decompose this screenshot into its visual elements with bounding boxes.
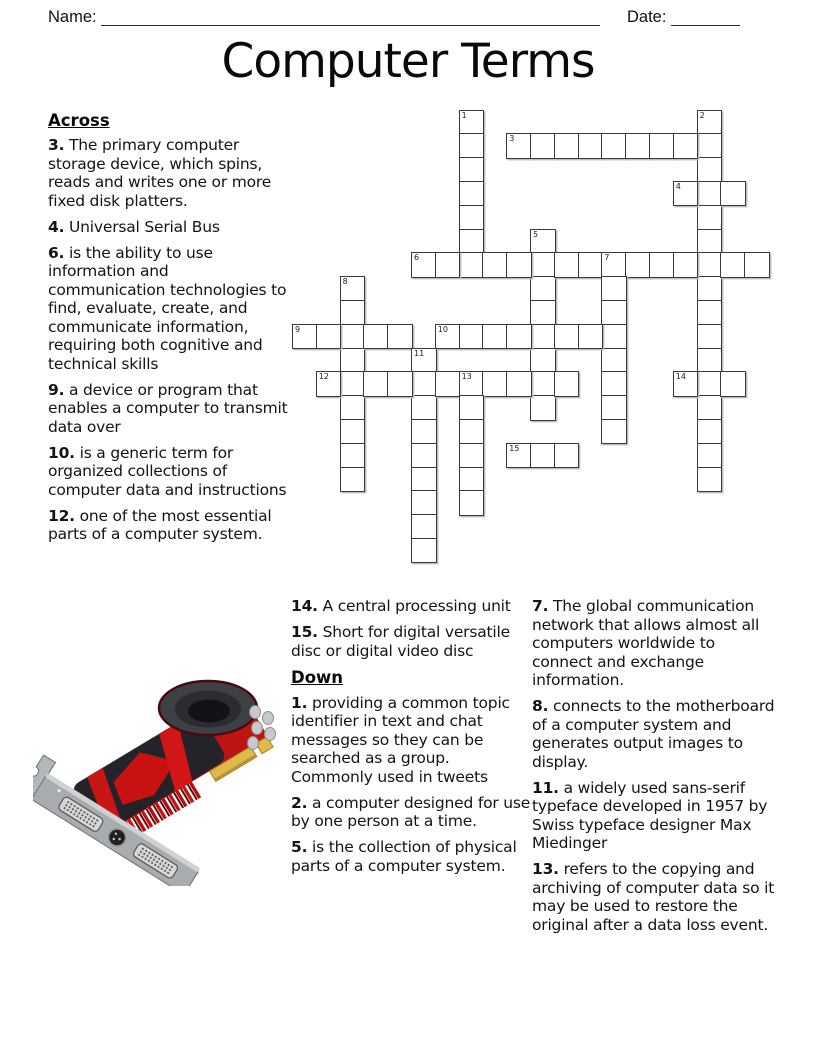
grid-cell-17-5[interactable] bbox=[697, 229, 723, 255]
page-title: Computer Terms bbox=[221, 34, 595, 89]
grid-cell-12-9[interactable] bbox=[578, 324, 604, 350]
grid-cell-10-9[interactable] bbox=[530, 324, 556, 350]
grid-cell-18-11[interactable] bbox=[720, 371, 746, 397]
grid-cell-7-9[interactable] bbox=[459, 324, 485, 350]
cell-number: 10 bbox=[437, 324, 448, 334]
clue-number: 15. bbox=[291, 623, 318, 641]
clue-down-8: 8. connects to the motherboard of a computer system and generates output images to display. bbox=[532, 697, 775, 771]
grid-cell-11-1[interactable] bbox=[554, 133, 580, 159]
grid-cell-17-6[interactable] bbox=[697, 252, 723, 278]
cell-number: 6 bbox=[414, 253, 420, 263]
down-clues-list bbox=[291, 694, 533, 876]
date-label: Date: bbox=[627, 8, 667, 26]
grid-cell-14-6[interactable] bbox=[625, 252, 651, 278]
clue-across-3: 3. The primary computer storage device, which spins, reads and writes one or more fixed disk platters. bbox=[48, 136, 272, 210]
grid-cell-16-11[interactable] bbox=[673, 371, 699, 397]
grid-cell-2-10[interactable] bbox=[340, 348, 366, 374]
grid-cell-3-9[interactable] bbox=[363, 324, 389, 350]
grid-cell-10-5[interactable] bbox=[530, 229, 556, 255]
grid-cell-6-6[interactable] bbox=[435, 252, 461, 278]
grid-cell-17-0[interactable] bbox=[697, 110, 723, 136]
grid-cell-12-1[interactable] bbox=[578, 133, 604, 159]
grid-cell-13-7[interactable] bbox=[601, 276, 627, 302]
grid-cell-11-6[interactable] bbox=[554, 252, 580, 278]
cell-number: 14 bbox=[675, 372, 686, 382]
grid-cell-5-13[interactable] bbox=[411, 419, 437, 445]
cell-number: 11 bbox=[414, 348, 425, 358]
grid-cell-10-11[interactable] bbox=[530, 371, 556, 397]
cell-number: 4 bbox=[675, 181, 681, 191]
grid-cell-13-12[interactable] bbox=[601, 395, 627, 421]
grid-cell-5-11[interactable] bbox=[411, 371, 437, 397]
grid-cell-4-9[interactable] bbox=[387, 324, 413, 350]
grid-cell-13-1[interactable] bbox=[601, 133, 627, 159]
across-heading: Across bbox=[48, 111, 110, 130]
grid-cell-7-12[interactable] bbox=[459, 395, 485, 421]
cell-number: 3 bbox=[509, 134, 515, 144]
grid-cell-6-9[interactable] bbox=[435, 324, 461, 350]
across-clues-list bbox=[48, 136, 288, 544]
cell-number: 2 bbox=[699, 110, 705, 120]
grid-cell-11-9[interactable] bbox=[554, 324, 580, 350]
grid-cell-6-11[interactable] bbox=[435, 371, 461, 397]
grid-cell-10-10[interactable] bbox=[530, 348, 556, 374]
clue-across-15: 15. Short for digital versatile disc or digital video disc bbox=[291, 623, 510, 660]
grid-cell-17-7[interactable] bbox=[697, 276, 723, 302]
grid-cell-11-14[interactable] bbox=[554, 443, 580, 469]
date-blank-line[interactable] bbox=[671, 8, 740, 26]
clue-down-2: 2. a computer designed for use by one person at a time. bbox=[291, 793, 531, 830]
cell-number: 9 bbox=[295, 324, 301, 334]
grid-cell-18-3[interactable] bbox=[720, 181, 746, 207]
grid-cell-17-4[interactable] bbox=[697, 205, 723, 231]
grid-cell-5-10[interactable] bbox=[411, 348, 437, 374]
cell-number: 13 bbox=[461, 372, 472, 382]
grid-cell-1-11[interactable] bbox=[316, 371, 342, 397]
clue-number: 12. bbox=[48, 506, 75, 525]
grid-cell-11-11[interactable] bbox=[554, 371, 580, 397]
grid-cell-17-14[interactable] bbox=[697, 443, 723, 469]
grid-cell-15-1[interactable] bbox=[649, 133, 675, 159]
cell-number: 15 bbox=[509, 443, 520, 453]
grid-cell-9-6[interactable] bbox=[506, 252, 532, 278]
clue-number: 1. bbox=[291, 693, 308, 712]
down-heading: Down bbox=[291, 667, 344, 687]
grid-cell-2-9[interactable] bbox=[340, 324, 366, 350]
clue-number: 9. bbox=[48, 380, 65, 399]
grid-cell-10-8[interactable] bbox=[530, 300, 556, 326]
grid-cell-17-13[interactable] bbox=[697, 419, 723, 445]
across-clues-list-continued bbox=[291, 597, 533, 660]
grid-cell-17-12[interactable] bbox=[697, 395, 723, 421]
grid-cell-2-7[interactable] bbox=[340, 276, 366, 302]
grid-cell-5-17[interactable] bbox=[411, 514, 437, 540]
video-card-illustration bbox=[33, 646, 291, 886]
cell-number: 7 bbox=[604, 253, 610, 263]
grid-cell-17-8[interactable] bbox=[697, 300, 723, 326]
clue-number: 11. bbox=[532, 778, 559, 797]
grid-cell-10-6[interactable] bbox=[530, 252, 556, 278]
clue-down-1: 1. providing a common topic identifier in text and chat messages so they can be searched as a group. Commonly used in tweets bbox=[291, 693, 510, 786]
cell-number: 5 bbox=[533, 229, 539, 239]
grid-cell-7-0[interactable] bbox=[459, 110, 485, 136]
clue-number: 13. bbox=[532, 860, 559, 878]
clue-number: 4. bbox=[48, 217, 65, 236]
grid-cell-7-3[interactable] bbox=[459, 181, 485, 207]
gpu-fan bbox=[159, 681, 257, 735]
grid-cell-9-11[interactable] bbox=[506, 371, 532, 397]
grid-cell-8-9[interactable] bbox=[482, 324, 508, 350]
grid-cell-7-16[interactable] bbox=[459, 490, 485, 516]
grid-cell-7-14[interactable] bbox=[459, 443, 485, 469]
clue-number: 6. bbox=[48, 243, 65, 262]
grid-cell-17-11[interactable] bbox=[697, 371, 723, 397]
grid-cell-7-5[interactable] bbox=[459, 229, 485, 255]
name-label: Name: bbox=[48, 8, 97, 26]
grid-cell-13-13[interactable] bbox=[601, 419, 627, 445]
clue-number: 7. bbox=[532, 597, 549, 615]
clue-across-9: 9. a device or program that enables a computer to transmit data over bbox=[48, 380, 288, 436]
grid-cell-5-12[interactable] bbox=[411, 395, 437, 421]
grid-cell-3-11[interactable] bbox=[363, 371, 389, 397]
grid-cell-7-13[interactable] bbox=[459, 419, 485, 445]
grid-cell-18-6[interactable] bbox=[720, 252, 746, 278]
grid-cell-7-6[interactable] bbox=[459, 252, 485, 278]
grid-cell-2-15[interactable] bbox=[340, 467, 366, 493]
cell-number: 1 bbox=[461, 110, 467, 120]
clue-across-14: 14. A central processing unit bbox=[291, 597, 511, 615]
clue-number: 14. bbox=[291, 597, 318, 615]
grid-cell-15-6[interactable] bbox=[649, 252, 675, 278]
middle-clues-column bbox=[291, 597, 533, 883]
grid-cell-7-2[interactable] bbox=[459, 157, 485, 183]
grid-cell-10-7[interactable] bbox=[530, 276, 556, 302]
clue-down-11: 11. a widely used sans-serif typeface developed in 1957 by Swiss typeface designer Max Miedinger bbox=[532, 778, 768, 852]
clue-number: 5. bbox=[291, 838, 308, 856]
grid-cell-17-2[interactable] bbox=[697, 157, 723, 183]
grid-cell-7-1[interactable] bbox=[459, 133, 485, 159]
grid-cell-5-14[interactable] bbox=[411, 443, 437, 469]
grid-cell-7-15[interactable] bbox=[459, 467, 485, 493]
grid-cell-2-14[interactable] bbox=[340, 443, 366, 469]
grid-cell-8-6[interactable] bbox=[482, 252, 508, 278]
right-clues-column bbox=[532, 597, 776, 942]
grid-cell-16-6[interactable] bbox=[673, 252, 699, 278]
grid-cell-5-16[interactable] bbox=[411, 490, 437, 516]
clue-number: 3. bbox=[48, 136, 65, 154]
grid-cell-5-18[interactable] bbox=[411, 538, 437, 564]
grid-cell-9-14[interactable] bbox=[506, 443, 532, 469]
grid-cell-17-15[interactable] bbox=[697, 467, 723, 493]
grid-cell-4-11[interactable] bbox=[387, 371, 413, 397]
grid-cell-1-9[interactable] bbox=[316, 324, 342, 350]
grid-cell-17-10[interactable] bbox=[697, 348, 723, 374]
down-clues-list-continued bbox=[532, 597, 776, 934]
across-clues-column bbox=[48, 111, 288, 551]
grid-cell-5-6[interactable] bbox=[411, 252, 437, 278]
clue-down-13: 13. refers to the copying and archiving of computer data so it may be used to restore the original after a data loss event. bbox=[532, 860, 775, 934]
grid-cell-13-8[interactable] bbox=[601, 300, 627, 326]
grid-cell-16-1[interactable] bbox=[673, 133, 699, 159]
grid-cell-10-14[interactable] bbox=[530, 443, 556, 469]
grid-cell-9-1[interactable] bbox=[506, 133, 532, 159]
clue-number: 8. bbox=[532, 697, 549, 715]
grid-cell-5-15[interactable] bbox=[411, 467, 437, 493]
grid-cell-17-3[interactable] bbox=[697, 181, 723, 207]
grid-cell-0-9[interactable] bbox=[292, 324, 318, 350]
grid-cell-8-11[interactable] bbox=[482, 371, 508, 397]
grid-cell-9-9[interactable] bbox=[506, 324, 532, 350]
grid-cell-13-10[interactable] bbox=[601, 348, 627, 374]
grid-cell-19-6[interactable] bbox=[744, 252, 770, 278]
clue-across-10: 10. is a generic term for organized collections of computer data and instructions bbox=[48, 443, 287, 499]
grid-cell-10-1[interactable] bbox=[530, 133, 556, 159]
clue-number: 10. bbox=[48, 443, 75, 462]
grid-cell-10-12[interactable] bbox=[530, 395, 556, 421]
grid-cell-17-1[interactable] bbox=[697, 133, 723, 159]
grid-cell-2-11[interactable] bbox=[340, 371, 366, 397]
clue-down-7: 7. The global communication network that allows almost all computers worldwide to connect and exchange information. bbox=[532, 597, 760, 689]
grid-cell-13-9[interactable] bbox=[601, 324, 627, 350]
grid-cell-2-12[interactable] bbox=[340, 395, 366, 421]
clue-number: 2. bbox=[291, 793, 308, 812]
grid-cell-17-9[interactable] bbox=[697, 324, 723, 350]
clue-across-12: 12. one of the most essential parts of a computer system. bbox=[48, 506, 272, 543]
grid-cell-2-8[interactable] bbox=[340, 300, 366, 326]
name-blank-line[interactable] bbox=[101, 8, 600, 26]
clue-across-6: 6. is the ability to use information and communication technologies to find, evaluate, create, and communicate information, requiring both cognitive and technical skills bbox=[48, 243, 287, 373]
grid-cell-7-4[interactable] bbox=[459, 205, 485, 231]
clue-across-4: 4. Universal Serial Bus bbox=[48, 217, 220, 236]
cell-number: 8 bbox=[342, 277, 348, 287]
clue-down-5: 5. is the collection of physical parts of a computer system. bbox=[291, 838, 517, 875]
grid-cell-12-6[interactable] bbox=[578, 252, 604, 278]
cell-number: 12 bbox=[318, 372, 329, 382]
grid-cell-13-11[interactable] bbox=[601, 371, 627, 397]
grid-cell-16-3[interactable] bbox=[673, 181, 699, 207]
grid-cell-2-13[interactable] bbox=[340, 419, 366, 445]
grid-cell-7-11[interactable] bbox=[459, 371, 485, 397]
grid-cell-14-1[interactable] bbox=[625, 133, 651, 159]
grid-cell-13-6[interactable] bbox=[601, 252, 627, 278]
